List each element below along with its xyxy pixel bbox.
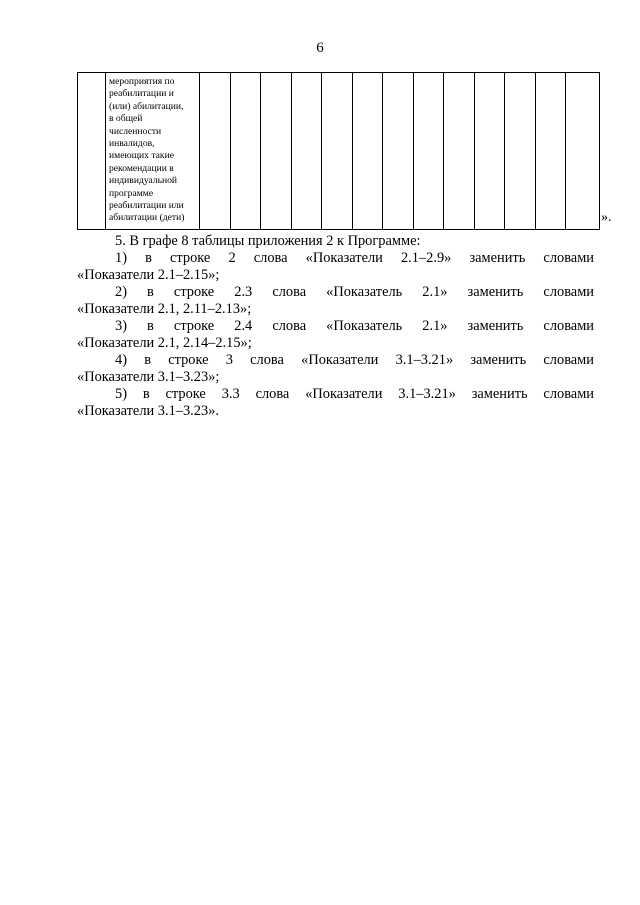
table-cell-value	[444, 73, 475, 230]
table-cell-value	[475, 73, 505, 230]
table-cell-value	[292, 73, 322, 230]
indicator-name-text: мероприятия по реабилитации и (или) абилитации, в общей численности инвалидов, имеющих такие рекомендации в индивидуальной программе реабилитации или абилитации (дети)	[109, 76, 185, 224]
document-body	[77, 233, 594, 420]
paragraph-subitem-2: 2) в строке 2.3 слова «Показатель 2.1» заменить словами	[115, 284, 594, 300]
table-cell-value	[536, 73, 566, 230]
paragraph-subitem-1: 1) в строке 2 слова «Показатели 2.1–2.9» заменить словами	[115, 250, 594, 266]
table-cell-value	[200, 73, 231, 230]
table-cell-value	[383, 73, 414, 230]
paragraph-subitem-2-cont: «Показатели 2.1, 2.11–2.13»;	[77, 301, 252, 317]
page-number: 6	[316, 40, 324, 56]
table-cell-value	[261, 73, 292, 230]
paragraph-subitem-5: 5) в строке 3.3 слова «Показатели 3.1–3.21» заменить словами	[115, 386, 594, 402]
paragraph-subitem-3-cont: «Показатели 2.1, 2.14–2.15»;	[77, 335, 252, 351]
table-cell-value	[414, 73, 444, 230]
table-cell-value	[231, 73, 261, 230]
table-cell-indicator-name	[106, 73, 200, 230]
table-cell-value	[353, 73, 383, 230]
table-cell-value	[322, 73, 353, 230]
paragraph-subitem-5-cont: «Показатели 3.1–3.23».	[77, 403, 219, 419]
paragraph-subitem-3: 3) в строке 2.4 слова «Показатель 2.1» заменить словами	[115, 318, 594, 334]
continuation-table	[77, 72, 600, 230]
table-closing-quote: ».	[601, 210, 612, 225]
paragraph-subitem-4: 4) в строке 3 слова «Показатели 3.1–3.21» заменить словами	[115, 352, 594, 368]
paragraph-subitem-4-cont: «Показатели 3.1–3.23»;	[77, 369, 220, 385]
table-cell-value	[566, 73, 600, 230]
table-row	[78, 73, 600, 230]
table-cell-number	[78, 73, 106, 230]
paragraph-subitem-1-cont: «Показатели 2.1–2.15»;	[77, 267, 220, 283]
table-cell-value	[505, 73, 536, 230]
paragraph-item-5: 5. В графе 8 таблицы приложения 2 к Программе:	[115, 233, 421, 249]
